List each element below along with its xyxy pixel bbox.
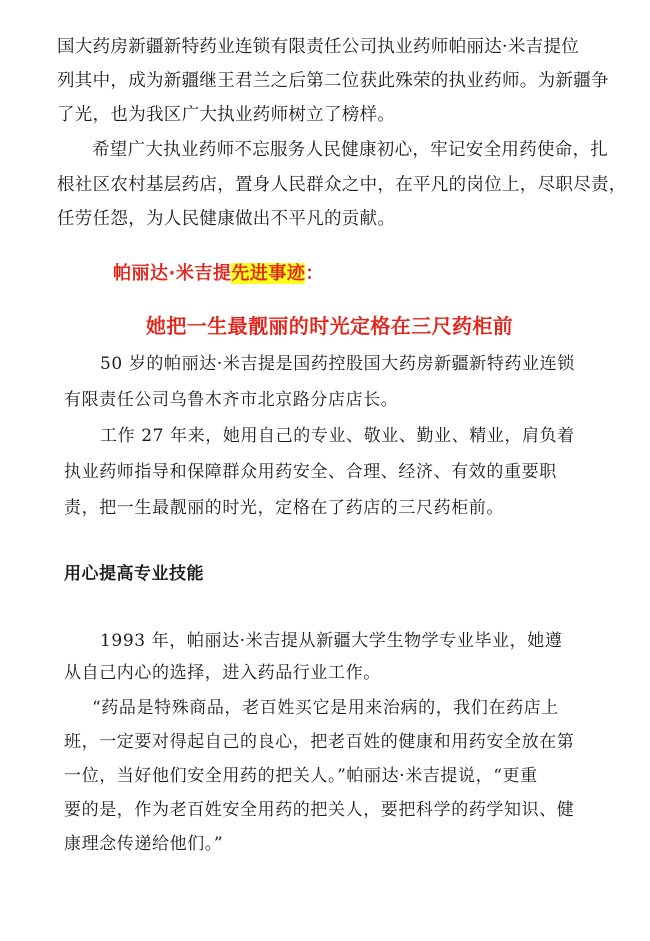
intro-line-2: 列其中，成为新疆继王君兰之后第二位获此殊荣的执业药师。为新疆争 [57, 71, 609, 91]
graduation-line-1: 1993 年，帕丽达·米吉提从新疆大学生物学专业毕业，她遵 [100, 631, 563, 651]
profile-line-2: 有限责任公司乌鲁木齐市北京路分店店长。 [64, 390, 399, 410]
hope-line-3: 任劳任怨，为人民健康做出不平凡的贡献。 [57, 209, 396, 229]
work-line-3: 责，把一生最靓丽的时光，定格在了药店的三尺药柜前。 [64, 498, 504, 518]
quote-line-2: 班，一定要对得起自己的良心，把老百姓的健康和用药安全放在第 [64, 732, 575, 752]
section-heading-name: 帕丽达·米吉提 [113, 263, 232, 284]
section-heading-colon: ： [305, 263, 324, 284]
subheading-professional-skills: 用心提高专业技能 [64, 564, 204, 584]
profile-line-1: 50 岁的帕丽达·米吉提是国药控股国大药房新疆新特药业连锁 [100, 354, 575, 374]
graduation-line-2: 从自己内心的选择，进入药品行业工作。 [64, 663, 381, 683]
article-title: 她把一生最靓丽的时光定格在三尺药柜前 [146, 314, 514, 338]
intro-line-3: 了光，也为我区广大执业药师树立了榜样。 [57, 105, 396, 125]
section-heading [113, 262, 324, 286]
quote-line-1: “药品是特殊商品，老百姓买它是用来治病的，我们在药店上 [92, 698, 559, 718]
work-line-1: 工作 27 年来，她用自己的专业、敬业、勤业、精业，肩负着 [100, 426, 575, 446]
quote-line-4: 要的是，作为老百姓安全用药的把关人，要把科学的药学知识、健 [64, 800, 575, 820]
section-heading-highlight: 先进事迹 [231, 263, 306, 284]
quote-line-3: 一位，当好他们安全用药的把关人。”帕丽达·米吉提说，“更重 [64, 766, 538, 786]
quote-line-5: 康理念传递给他们。” [64, 834, 224, 854]
intro-line-1: 国大药房新疆新特药业连锁有限责任公司执业药师帕丽达·米吉提位 [57, 37, 580, 57]
hope-line-1: 希望广大执业药师不忘服务人民健康初心，牢记安全用药使命，扎 [92, 140, 609, 160]
work-line-2: 执业药师指导和保障群众用药安全、合理、经济、有效的重要职 [64, 462, 557, 482]
hope-line-2: 根社区农村基层药店，置身人民群众之中，在平凡的岗位上，尽职尽责， [57, 175, 627, 195]
